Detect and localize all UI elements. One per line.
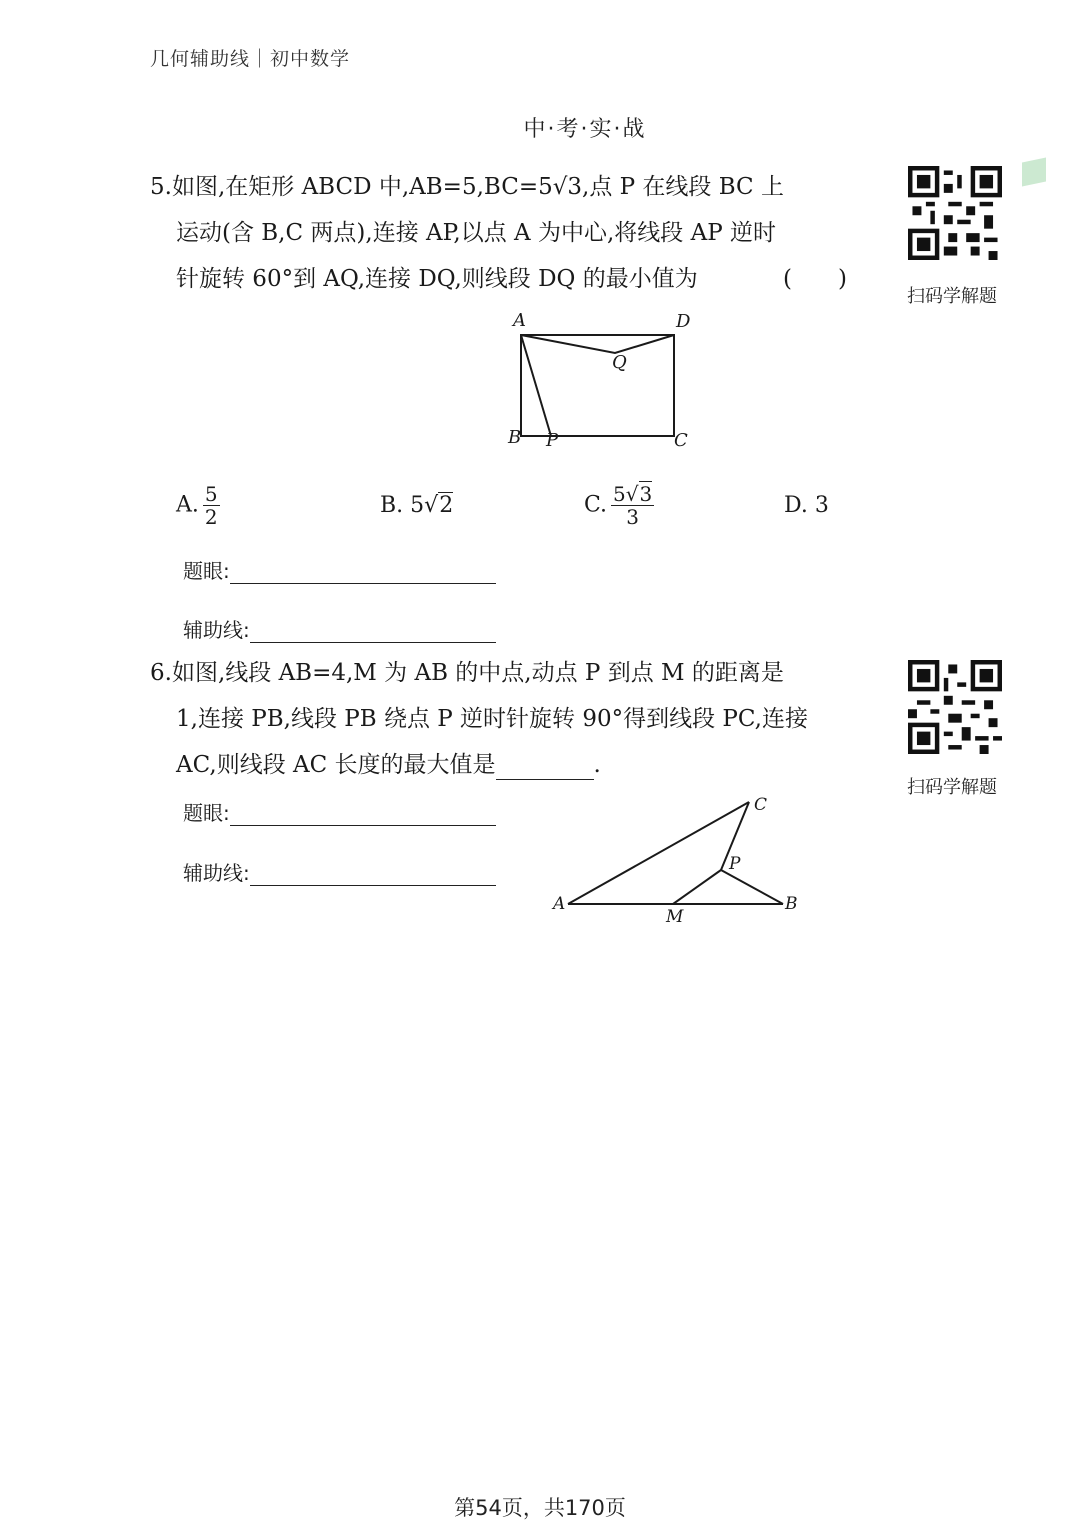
q5-label-p: P	[546, 430, 559, 451]
section-title: 中·考·实·战	[523, 117, 647, 142]
q5-option-d[interactable]: D. 3	[784, 493, 829, 518]
green-mark	[1022, 157, 1046, 186]
qr-label: 扫码学解题	[907, 777, 997, 798]
q6-fuzhuxian-row	[183, 857, 496, 886]
q5-fuzhuxian-row	[183, 614, 496, 643]
q5-option-b[interactable]: B. 5√2	[380, 493, 454, 518]
q5-label-a: A	[513, 310, 526, 331]
q5-label-c: C	[674, 430, 688, 451]
option-a-numerator: 5	[204, 482, 218, 506]
q6-fuzhuxian-blank[interactable]	[250, 863, 496, 886]
option-c-denominator: 3	[626, 505, 640, 529]
q6-label-a: A	[553, 894, 566, 914]
q6-label-b: B	[785, 894, 798, 914]
page-header: 几何辅助线｜初中数学	[150, 48, 351, 70]
q6-tiyan-row	[183, 797, 496, 826]
qr-label: 扫码学解题	[907, 286, 997, 307]
qr-code-icon[interactable]	[908, 166, 1002, 260]
q5-line3: 针旋转 60°到 AQ,连接 DQ,则线段 DQ 的最小值为	[176, 266, 698, 292]
q5-answer-bracket: ( )	[783, 266, 847, 292]
q6-label-m: M	[666, 907, 684, 927]
q6-line3	[176, 750, 601, 780]
qr-code-icon[interactable]	[908, 660, 1002, 754]
q6-label-p: P	[729, 854, 741, 874]
q5-line2: 运动(含 B,C 两点),连接 AP,以点 A 为中心,将线段 AP 逆时	[176, 220, 776, 246]
q6-line3-text: AC,则线段 AC 长度的最大值是	[176, 752, 496, 778]
q5-line1: 5.如图,在矩形 ABCD 中,AB=5,BC=5√3,点 P 在线段 BC 上	[150, 174, 784, 200]
q6-label-c: C	[754, 795, 768, 815]
q5-tiyan-label: 题眼:	[183, 559, 230, 583]
q5-tiyan-row	[183, 555, 496, 584]
q5-tiyan-blank[interactable]	[230, 561, 496, 584]
q6-line1: 6.如图,线段 AB=4,M 为 AB 的中点,动点 P 到点 M 的距离是	[150, 660, 784, 686]
q5-fuzhuxian-label: 辅助线:	[183, 618, 250, 642]
q6-tiyan-label: 题眼:	[183, 801, 230, 825]
q6-answer-blank[interactable]	[496, 753, 594, 780]
option-a-letter: A.	[176, 492, 199, 518]
page-footer: 第54页，共170页	[454, 1496, 626, 1520]
option-b-radicand: 2	[439, 493, 454, 518]
q6-fuzhuxian-label: 辅助线:	[183, 861, 250, 885]
option-c-radicand: 3	[639, 482, 653, 506]
option-b-text: B. 5	[380, 493, 425, 518]
option-a-denominator: 2	[204, 505, 218, 529]
q6-line2: 1,连接 PB,线段 PB 绕点 P 逆时针旋转 90°得到线段 PC,连接	[176, 706, 808, 732]
q5-label-b: B	[508, 427, 522, 448]
q5-fuzhuxian-blank[interactable]	[250, 620, 496, 643]
option-c-numerator: 5	[613, 482, 626, 506]
q6-line3-period: .	[593, 752, 601, 778]
option-c-letter: C.	[584, 492, 608, 518]
q5-label-q: Q	[612, 352, 627, 373]
q6-tiyan-blank[interactable]	[230, 803, 496, 826]
q5-label-d: D	[676, 311, 691, 332]
q5-option-a[interactable]	[176, 483, 220, 528]
q5-option-c[interactable]: C. $\frac{5√3}{3}$	[584, 482, 653, 529]
